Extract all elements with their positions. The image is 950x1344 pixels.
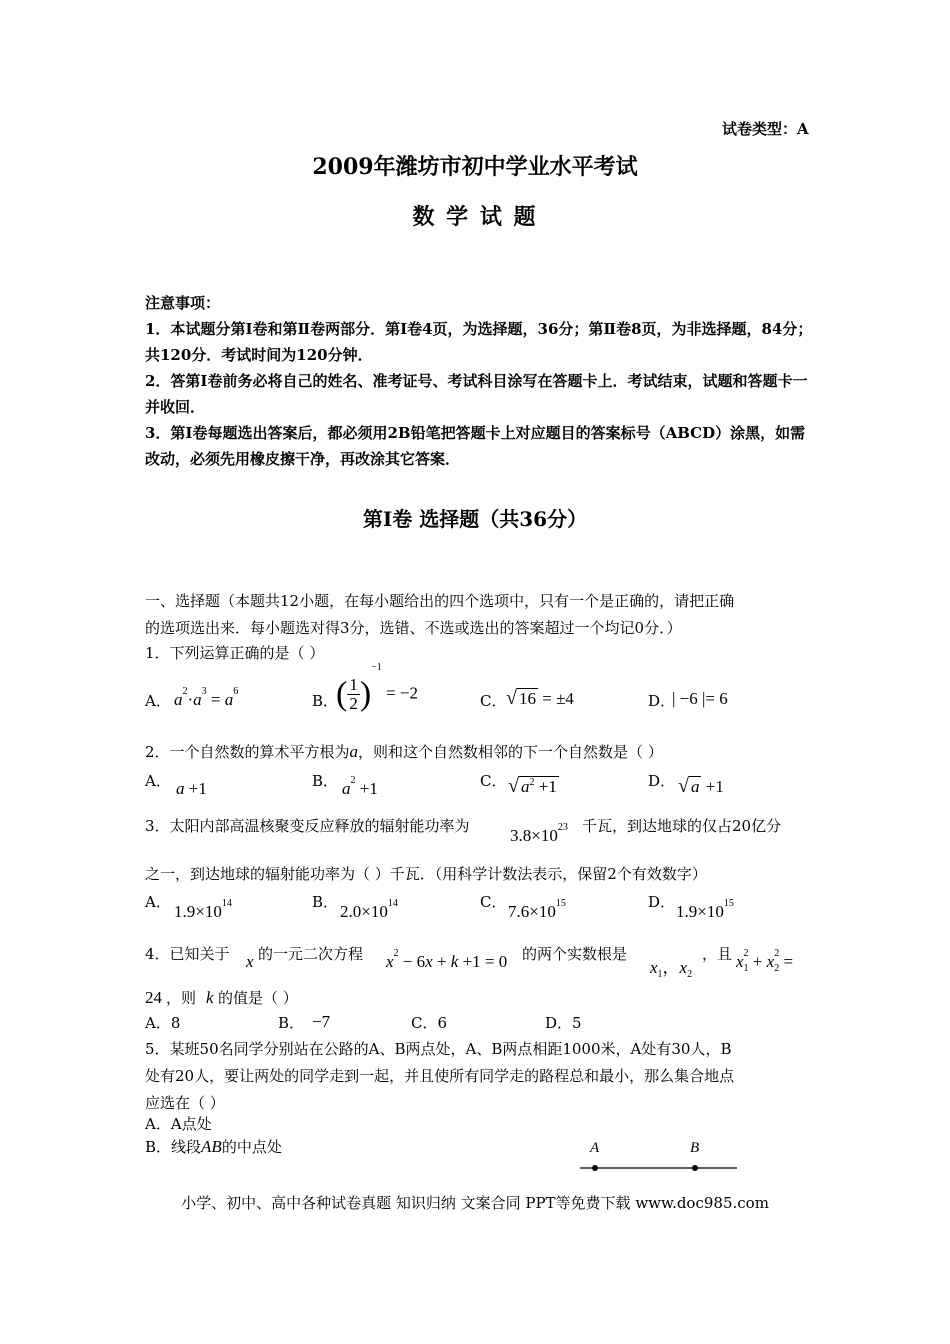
q3-option-d-label: D． xyxy=(648,893,676,911)
q5-segment-diagram xyxy=(575,1160,745,1176)
q5-point-a-label: A xyxy=(590,1140,600,1156)
notice-item-1: 1．本试题分第Ⅰ卷和第Ⅱ卷两部分．第Ⅰ卷4页，为选择题，36分；第Ⅱ卷8页，为非选择题，84分；共120分．考试时间为120分钟． xyxy=(145,320,813,364)
q4-stem-c: 的两个实数根是 xyxy=(522,945,628,963)
exam-subject: 数 学 试 题 xyxy=(412,204,538,230)
notice-item-3: 3．第Ⅰ卷每题选出答案后，都必须用2B铅笔把答题卡上对应题目的答案标号（ABCD）涂黑，如需改动，必须先用橡皮擦干净，再改涂其它答案． xyxy=(145,424,806,468)
q3-stem-a: 3．太阳内部高温核聚变反应释放的辐射能功率为 xyxy=(145,817,470,835)
q4-var-k: k xyxy=(206,988,214,1007)
q3-stem-c: 之一，到达地球的辐射能功率为（ ）千瓦．（用科学计数法表示，保留2个有效数字） xyxy=(145,865,707,883)
q5-line-3: 应选在（ ） xyxy=(145,1094,225,1112)
notice-block xyxy=(145,290,813,472)
q5-option-a: A．A点处 xyxy=(145,1115,212,1133)
q5-point-b xyxy=(692,1165,698,1171)
q4-stem-f: 的值是（ ） xyxy=(218,989,298,1007)
q4-option-d: D．5 xyxy=(545,1014,582,1032)
q5-point-b-label: B xyxy=(690,1140,700,1156)
q1-option-c-label: C． xyxy=(480,692,507,710)
q3-option-c-label: C． xyxy=(480,893,507,911)
q4-var-x: x xyxy=(246,952,254,971)
q2-option-a-label: A． xyxy=(145,772,171,790)
q1-option-d-label: D． xyxy=(648,692,676,710)
paper-type: 试卷类型：A xyxy=(722,120,809,138)
notice-heading: 注意事项： xyxy=(145,294,221,312)
q2-stem xyxy=(145,738,663,766)
q5-stem xyxy=(145,1036,734,1117)
q3-stem-b: 千瓦，到达地球的仅占20亿分 xyxy=(582,817,782,835)
q4-option-b-value: −7 xyxy=(312,1012,331,1031)
q5-line-2: 处有20人，要让两处的同学走到一起，并且使所有同学走的路程总和最小，那么集合地点 xyxy=(145,1067,735,1085)
q4-stem-d: ，且 xyxy=(702,945,733,963)
q2-stem-b: ，则和这个自然数相邻的下一个自然数是（ ） xyxy=(358,743,663,761)
intro-line-1: 一、选择题（本题共12小题，在每小题给出的四个选项中，只有一个是正确的，请把正确 xyxy=(145,592,735,610)
q5-option-b-post: 的中点处 xyxy=(221,1138,282,1156)
q5-option-b-pre: B．线段 xyxy=(145,1138,202,1156)
q3-option-b-math: $2.0\times 10^{14}$ xyxy=(340,898,398,921)
q4-stem-a: 4．已知关于 xyxy=(145,945,230,963)
q5-point-a xyxy=(592,1165,598,1171)
q2-option-d-math: √ a +1 xyxy=(678,775,724,797)
q2-option-d-label: D． xyxy=(648,772,676,790)
q2-option-a-math: a +1 xyxy=(176,779,207,798)
q2-option-b-label: B． xyxy=(312,772,339,790)
q1-option-b-math: ( $\frac{1}{2}$ )$^{-1}$ = −2 xyxy=(336,662,418,713)
exam-title: 2009年潍坊市初中学业水平考试 xyxy=(312,154,638,180)
q1-option-d-math: | −6 |= 6 xyxy=(672,689,728,708)
q3-option-a-label: A． xyxy=(145,893,171,911)
q4-stem-b: 的一元二次方程 xyxy=(258,945,364,963)
q5-option-b xyxy=(145,1133,282,1161)
q1-stem: 1．下列运算正确的是（ ） xyxy=(145,644,325,662)
q2-option-b-math: $a^2 +1$ xyxy=(342,775,378,798)
q5-option-b-var: AB xyxy=(201,1137,222,1156)
q1-option-a-math: $a^2\cdot a^3 = a^6$ xyxy=(174,686,239,709)
section-intro xyxy=(145,588,734,642)
q4-option-c: C．6 xyxy=(411,1014,448,1032)
footer-text: 小学、初中、高中各种试卷真题 知识归纳 文案合同 PPT等免费下载 www.doc985.com xyxy=(181,1194,769,1212)
q3-option-c-math: $7.6\times 10^{15}$ xyxy=(508,898,566,921)
q2-option-c-label: C． xyxy=(480,772,507,790)
q4-stem-e: ，则 xyxy=(166,989,197,1007)
q5-line-1: 5．某班50名同学分别站在公路的A、B两点处，A、B两点相距1000米，A处有30人，B xyxy=(145,1040,732,1058)
notice-item-2: 2．答第Ⅰ卷前务必将自己的姓名、准考证号、考试科目涂写在答题卡上．考试结束，试题和答题卡一并收回． xyxy=(145,372,808,416)
q2-var: a xyxy=(349,742,359,761)
section-title: 第Ⅰ卷 选择题（共36分） xyxy=(362,507,588,531)
q1-option-c-math: √ 16 = ±4 xyxy=(506,687,574,709)
q4-condition-math: $x_1^2 + x_2^2$ = xyxy=(736,948,794,974)
q1-option-a-label: A． xyxy=(145,692,171,710)
q3-option-b-label: B． xyxy=(312,893,339,911)
q4-roots-math: $x_1$，$x_2$ xyxy=(650,958,693,980)
q2-option-c-math: √ $a^2 +1$ xyxy=(508,775,557,797)
q4-condition-value: 24 xyxy=(145,988,162,1007)
q4-option-b-label: B． xyxy=(278,1014,305,1032)
q1-option-b-label: B． xyxy=(312,692,339,710)
q4-equation-math: $x^2 - 6x + k +1 = 0$ xyxy=(386,948,508,971)
intro-line-2: 的选项选出来．每小题选对得3分，选错、不选或选出的答案超过一个均记0分．） xyxy=(145,619,682,637)
q4-option-a: A．8 xyxy=(145,1014,181,1032)
q3-power-math: $3.8\times 10^{23}$ xyxy=(510,822,568,845)
q3-option-d-math: $1.9\times 10^{15}$ xyxy=(676,898,734,921)
q3-option-a-math: $1.9\times 10^{14}$ xyxy=(174,898,232,921)
q2-stem-a: 2．一个自然数的算术平方根为 xyxy=(145,743,350,761)
